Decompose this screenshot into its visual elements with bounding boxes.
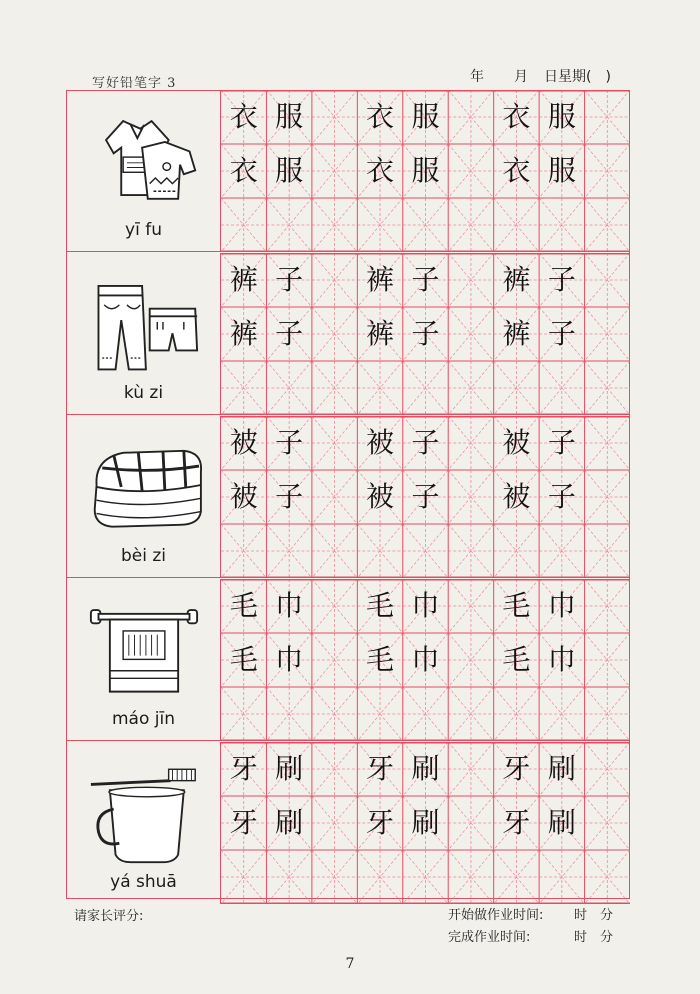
model-character: 刷 <box>547 752 576 785</box>
start-time-line <box>448 904 613 923</box>
model-character: 裤 <box>366 317 395 350</box>
model-character: 被 <box>502 480 531 513</box>
practice-row <box>66 253 630 415</box>
model-character: 被 <box>502 426 531 459</box>
model-character: 牙 <box>229 806 258 839</box>
model-character: 巾 <box>547 589 576 622</box>
model-character: 刷 <box>547 806 576 839</box>
model-character: 巾 <box>275 643 304 676</box>
writing-grid-area <box>221 579 630 741</box>
start-hour-label: 时 <box>574 908 588 923</box>
model-character: 刷 <box>411 752 440 785</box>
model-character: 被 <box>229 480 258 513</box>
practice-row <box>66 742 630 904</box>
page-header <box>0 0 700 92</box>
model-character: 被 <box>366 480 395 513</box>
pinyin-label: yī fu <box>125 220 162 240</box>
model-character: 巾 <box>411 589 440 622</box>
model-character: 服 <box>411 154 440 187</box>
model-character: 服 <box>411 100 440 133</box>
picture-cell <box>66 579 221 741</box>
year-label: 年 <box>470 69 484 85</box>
picture-cell <box>66 90 221 252</box>
month-label: 月 <box>514 69 528 85</box>
model-character: 刷 <box>275 806 304 839</box>
pinyin-label: yá shuā <box>110 872 177 892</box>
model-character: 毛 <box>502 589 531 622</box>
model-character: 子 <box>547 317 576 350</box>
model-character: 牙 <box>366 806 395 839</box>
practice-row <box>66 416 630 578</box>
toothbrush-picture <box>84 756 204 866</box>
clothes-picture <box>84 104 204 214</box>
finish-hour-label: 时 <box>574 930 588 945</box>
model-character: 牙 <box>502 752 531 785</box>
model-character: 服 <box>275 100 304 133</box>
picture-cell <box>66 253 221 415</box>
pinyin-label: bèi zi <box>120 546 167 566</box>
model-character: 被 <box>366 426 395 459</box>
model-character: 子 <box>547 263 576 296</box>
model-character: 子 <box>275 426 304 459</box>
model-character: 服 <box>547 100 576 133</box>
pants-picture <box>84 267 204 377</box>
model-character: 毛 <box>366 589 395 622</box>
writing-grid-area <box>221 90 630 252</box>
model-character: 衣 <box>502 154 531 187</box>
writing-grid-area <box>221 742 630 904</box>
model-character: 子 <box>275 263 304 296</box>
model-character: 衣 <box>502 100 531 133</box>
model-character: 衣 <box>366 100 395 133</box>
day-weekday-label: 日星期( <box>544 69 592 85</box>
page-number: 7 <box>345 956 355 972</box>
model-character: 子 <box>411 426 440 459</box>
weekday-close: ) <box>605 69 611 85</box>
model-character: 子 <box>547 426 576 459</box>
quilt-picture <box>84 430 204 540</box>
model-character: 毛 <box>502 643 531 676</box>
model-character: 子 <box>411 263 440 296</box>
model-character: 子 <box>275 317 304 350</box>
pinyin-label: máo jīn <box>111 709 175 729</box>
finish-time-line <box>448 926 613 945</box>
model-character: 衣 <box>229 154 258 187</box>
model-character: 裤 <box>502 317 531 350</box>
finish-minute-label: 分 <box>600 930 614 945</box>
picture-cell <box>66 742 221 904</box>
model-character: 子 <box>547 480 576 513</box>
model-character: 牙 <box>366 752 395 785</box>
model-character: 服 <box>275 154 304 187</box>
model-character: 服 <box>547 154 576 187</box>
book-title: 写好铅笔字 3 <box>92 76 177 91</box>
model-character: 刷 <box>275 752 304 785</box>
model-character: 毛 <box>229 589 258 622</box>
model-character: 衣 <box>366 154 395 187</box>
date-line <box>470 66 611 86</box>
pinyin-label: kù zi <box>123 383 164 403</box>
finish-time-label: 完成作业时间: <box>448 930 531 945</box>
start-time-label: 开始做作业时间: <box>448 908 544 923</box>
model-character: 裤 <box>229 317 258 350</box>
model-character: 巾 <box>275 589 304 622</box>
model-character: 裤 <box>502 263 531 296</box>
model-character: 被 <box>229 426 258 459</box>
model-character: 毛 <box>366 643 395 676</box>
model-character: 毛 <box>229 643 258 676</box>
model-character: 裤 <box>229 263 258 296</box>
model-character: 刷 <box>411 806 440 839</box>
model-character: 衣 <box>229 100 258 133</box>
practice-row <box>66 90 630 252</box>
model-character: 子 <box>411 317 440 350</box>
start-minute-label: 分 <box>600 908 614 923</box>
parent-score-label: 请家长评分: <box>74 909 144 924</box>
model-character: 牙 <box>229 752 258 785</box>
model-character: 子 <box>411 480 440 513</box>
model-character: 子 <box>275 480 304 513</box>
writing-grid-area <box>221 416 630 578</box>
writing-grid-area <box>221 253 630 415</box>
towel-picture <box>84 593 204 703</box>
model-character: 巾 <box>411 643 440 676</box>
model-character: 巾 <box>547 643 576 676</box>
model-character: 裤 <box>366 263 395 296</box>
practice-row <box>66 579 630 741</box>
picture-cell <box>66 416 221 578</box>
model-character: 牙 <box>502 806 531 839</box>
